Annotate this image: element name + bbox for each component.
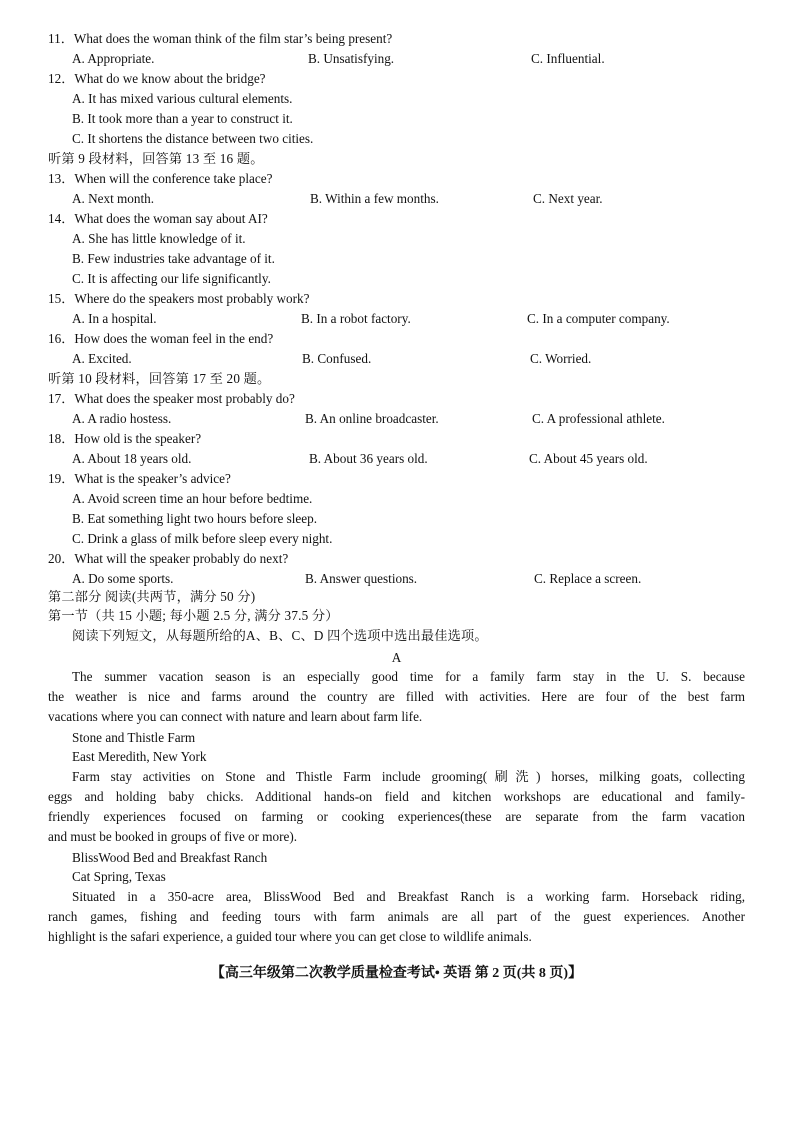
question-11-option-c: C. Influential. — [531, 51, 605, 66]
question-14-stem: 14．What does the woman say about AI? — [48, 211, 268, 226]
question-11-option-a: A. Appropriate. — [72, 51, 155, 66]
section-9-heading: 听第 9 段材料，回答第 13 至 16 题。 — [48, 151, 264, 166]
question-13-option-c: C. Next year. — [533, 191, 603, 206]
question-14-option-b: B. Few industries take advantage of it. — [72, 251, 275, 266]
question-15-stem: 15．Where do the speakers most probably work? — [48, 291, 310, 306]
question-11-stem: 11．What does the woman think of the film star’s being present? — [48, 31, 393, 46]
question-15-option-a: A. In a hospital. — [72, 311, 157, 326]
question-16-stem: 16．How does the woman feel in the end? — [48, 331, 274, 346]
farm-2-line-2: ranch games, fishing and feeding tours with farm animals are all part of the guest experiences. Another — [48, 909, 745, 924]
question-12-option-a: A. It has mixed various cultural elements. — [72, 91, 293, 106]
question-20-option-c: C. Replace a screen. — [534, 571, 642, 586]
farm-2-name: BlissWood Bed and Breakfast Ranch — [72, 850, 268, 865]
question-19-stem: 19．What is the speaker’s advice? — [48, 471, 231, 486]
farm-2-line-1: Situated in a 350-acre area, BlissWood Bed and Breakfast Ranch is a working farm. Horseback riding, — [72, 889, 745, 904]
question-16-option-b: B. Confused. — [302, 351, 372, 366]
question-12-option-c: C. It shortens the distance between two cities. — [72, 131, 314, 146]
question-19-option-a: A. Avoid screen time an hour before bedtime. — [72, 491, 313, 506]
question-18-option-c: C. About 45 years old. — [529, 451, 648, 466]
question-13-option-a: A. Next month. — [72, 191, 155, 206]
question-12-stem: 12．What do we know about the bridge? — [48, 71, 266, 86]
question-18-option-b: B. About 36 years old. — [309, 451, 428, 466]
farm-1-line-2: eggs and holding baby chicks. Additional hands-on field and kitchen workshops are educational and family- — [48, 789, 745, 804]
question-14-option-a: A. She has little knowledge of it. — [72, 231, 246, 246]
question-20-option-b: B. Answer questions. — [305, 571, 418, 586]
question-13-stem: 13．When will the conference take place? — [48, 171, 273, 186]
question-18-option-a: A. About 18 years old. — [72, 451, 192, 466]
intro-line-1: The summer vacation season is an especially good time for a family farm stay in the U. S. because — [72, 669, 745, 684]
farm-2-line-3: highlight is the safari experience, a guided tour where you can get close to wildlife animals. — [48, 929, 532, 944]
part-2-title: 第二部分 阅读(共两节，满分 50 分) — [48, 589, 256, 604]
question-20-option-a: A. Do some sports. — [72, 571, 174, 586]
farm-1-name: Stone and Thistle Farm — [72, 730, 196, 745]
farm-1-line-3: friendly experiences focused on farming or cooking experiences(these are separate from the farm vacation — [48, 809, 745, 824]
part-2-instructions: 阅读下列短文，从每题所给的A、B、C、D 四个选项中选出最佳选项。 — [72, 628, 488, 643]
question-13-option-b: B. Within a few months. — [310, 191, 439, 206]
farm-2-place: Cat Spring, Texas — [72, 869, 166, 884]
section-10-heading: 听第 10 段材料，回答第 17 至 20 题。 — [48, 371, 271, 386]
question-19-option-b: B. Eat something light two hours before sleep. — [72, 511, 318, 526]
page-footer: 【高三年级第二次教学质量检查考试• 英语 第 2 页(共 8 页)】 — [210, 966, 583, 981]
question-14-option-c: C. It is affecting our life significantly. — [72, 271, 271, 286]
farm-1-line-1: Farm stay activities on Stone and Thistle Farm include grooming(刷洗) horses, milking goats, collecting — [72, 769, 745, 784]
question-12-option-b: B. It took more than a year to construct it. — [72, 111, 293, 126]
passage-letter: A — [391, 650, 402, 665]
question-17-option-c: C. A professional athlete. — [532, 411, 665, 426]
question-19-option-c: C. Drink a glass of milk before sleep every night. — [72, 531, 333, 546]
farm-1-line-4: and must be booked in groups of five or more). — [48, 829, 298, 844]
part-2-section-1: 第一节（共 15 小题; 每小题 2.5 分, 满分 37.5 分） — [48, 608, 339, 623]
question-17-option-b: B. An online broadcaster. — [305, 411, 439, 426]
question-15-option-b: B. In a robot factory. — [301, 311, 411, 326]
question-11-option-b: B. Unsatisfying. — [308, 51, 395, 66]
farm-1-place: East Meredith, New York — [72, 749, 207, 764]
intro-line-3: vacations where you can connect with nature and learn about farm life. — [48, 709, 423, 724]
question-18-stem: 18．How old is the speaker? — [48, 431, 202, 446]
question-16-option-a: A. Excited. — [72, 351, 132, 366]
intro-line-2: the weather is nice and farms around the country are filled with activities. Here are four of the best farm — [48, 689, 745, 704]
question-17-option-a: A. A radio hostess. — [72, 411, 172, 426]
question-17-stem: 17．What does the speaker most probably do? — [48, 391, 295, 406]
question-16-option-c: C. Worried. — [530, 351, 592, 366]
question-20-stem: 20．What will the speaker probably do next? — [48, 551, 289, 566]
question-15-option-c: C. In a computer company. — [527, 311, 670, 326]
